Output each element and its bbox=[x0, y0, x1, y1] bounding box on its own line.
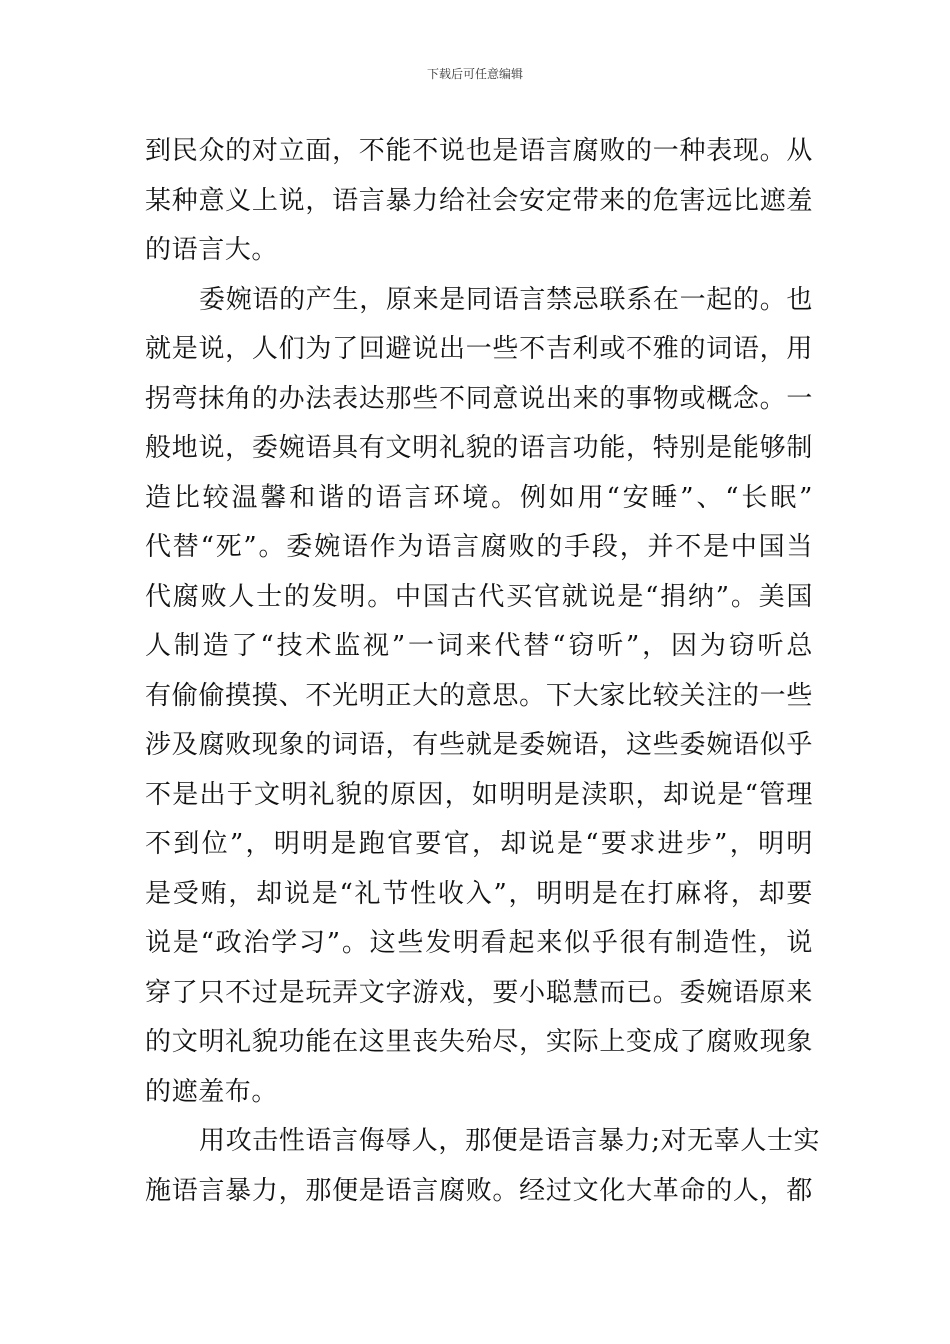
document-body bbox=[145, 127, 821, 1216]
text-line: 有偷偷摸摸、不光明正大的意思。下大家比较关注的一些 bbox=[145, 680, 813, 711]
text-line: 的遮羞布。 bbox=[145, 1076, 279, 1107]
text-line: 不到位”，明明是跑官要官，却说是“要求进步”，明明 bbox=[145, 829, 813, 859]
text-line: 某种意义上说，语言暴力给社会安定带来的危害远比遮羞 bbox=[145, 185, 813, 216]
text-line: 造比较温馨和谐的语言环境。例如用“安睡”、“长眠” bbox=[145, 482, 813, 513]
text-line: 般地说，委婉语具有文明礼貌的语言功能，特别是能够制 bbox=[145, 433, 813, 463]
page-header-note: 下载后可任意编辑 bbox=[426, 67, 523, 81]
text-line: 代腐败人士的发明。中国古代买官就说是“捐纳”。美国 bbox=[145, 581, 813, 612]
text-line: 委婉语的产生，原来是同语言禁忌联系在一起的。也 bbox=[199, 284, 813, 315]
paragraph bbox=[145, 276, 813, 1118]
text-line: 涉及腐败现象的词语，有些就是委婉语，这些委婉语似乎 bbox=[145, 730, 813, 760]
text-line: 到民众的对立面，不能不说也是语言腐败的一种表现。从 bbox=[145, 136, 813, 166]
text-line: 人制造了“技术监视”一词来代替“窃听”，因为窃听总 bbox=[145, 631, 813, 661]
text-line: 施语言暴力，那便是语言腐败。经过文化大革命的人，都 bbox=[145, 1175, 813, 1206]
text-line: 是受贿，却说是“礼节性收入”，明明是在打麻将，却要 bbox=[145, 878, 813, 909]
text-line: 穿了只不过是玩弄文字游戏，要小聪慧而已。委婉语原来 bbox=[145, 977, 813, 1008]
text-line: 的文明礼貌功能在这里丧失殆尽，实际上变成了腐败现象 bbox=[145, 1027, 813, 1057]
text-line: 拐弯抹角的办法表达那些不同意说出来的事物或概念。一 bbox=[145, 383, 813, 414]
text-line: 用攻击性语言侮辱人，那便是语言暴力;对无辜人士实 bbox=[199, 1126, 821, 1156]
text-line: 代替“死”。委婉语作为语言腐败的手段，并不是中国当 bbox=[145, 532, 813, 562]
text-line: 的语言大。 bbox=[145, 235, 279, 265]
text-line: 就是说，人们为了回避说出一些不吉利或不雅的词语，用 bbox=[145, 334, 813, 364]
paragraph bbox=[145, 1117, 821, 1216]
text-line: 说是“政治学习”。这些发明看起来似乎很有制造性，说 bbox=[145, 928, 813, 958]
paragraph bbox=[145, 127, 813, 276]
text-line: 不是出于文明礼貌的原因，如明明是渎职，却说是“管理 bbox=[145, 779, 813, 810]
